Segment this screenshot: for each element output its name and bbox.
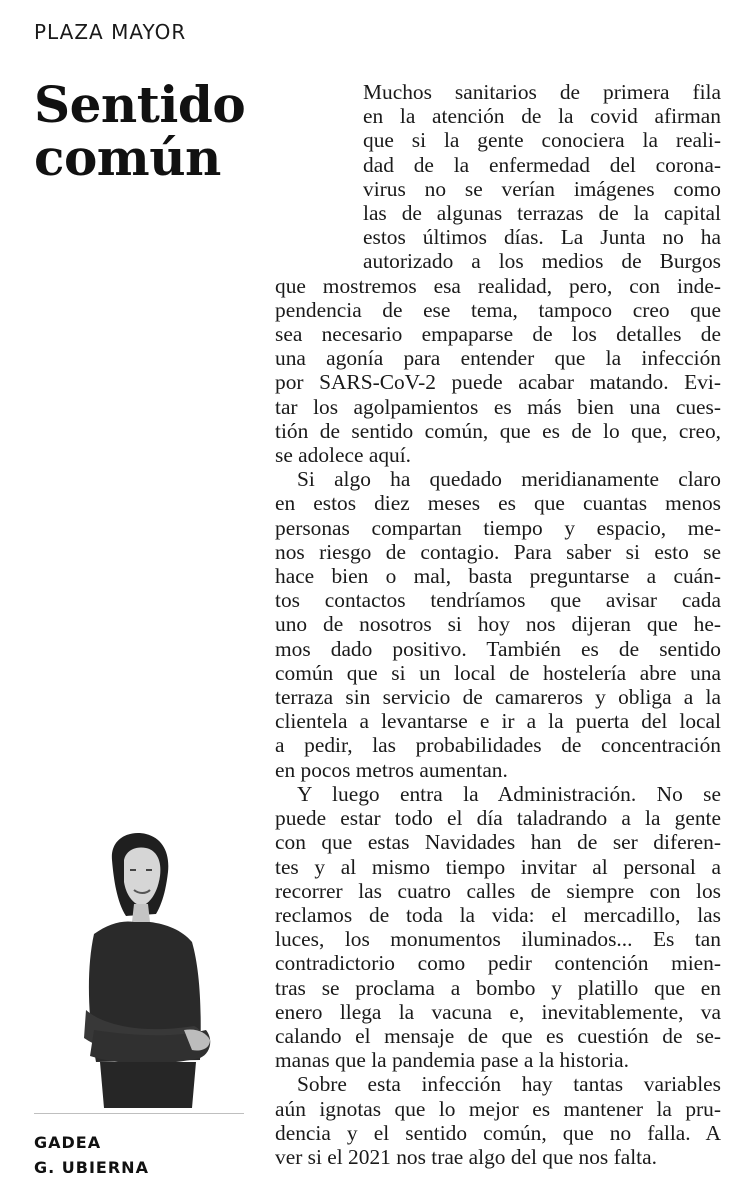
article-line: tar los agolpamientos es más bien una cues-	[275, 394, 721, 419]
author-divider	[34, 1113, 244, 1114]
author-portrait	[34, 830, 244, 1110]
author-byline	[34, 1130, 149, 1180]
article-line: Sobre esta infección hay tantas variables	[297, 1072, 721, 1097]
section-label: PLAZA MAYOR	[34, 20, 187, 44]
article-line: en estos diez meses es que cuantas menos	[275, 491, 721, 516]
article-line: por SARS-CoV-2 puede acabar matando. Evi-	[275, 370, 721, 395]
article-line: virus no se verían imágenes como	[363, 176, 721, 201]
article-line: contradictorio como pedir contención mien-	[275, 951, 721, 976]
article-line: puede estar todo el día taladrando a la gente	[275, 806, 721, 831]
headline-line: Sentido	[34, 75, 246, 134]
article-line: luces, los monumentos iluminados... Es tan	[275, 927, 721, 952]
author-first-name: GADEA	[34, 1133, 102, 1152]
headline	[34, 75, 274, 187]
article-line: en la atención de la covid afirman	[363, 104, 721, 129]
headline-line: común	[34, 128, 221, 187]
article-line: Y luego entra la Administración. No se	[297, 781, 721, 806]
article-paragraph	[275, 467, 721, 782]
article-paragraph	[275, 782, 721, 1072]
article-line: tión de sentido común, que es de lo que, creo,	[275, 418, 721, 443]
article-body	[275, 80, 721, 1169]
article-line: terraza sin servicio de camareros y obliga a la	[275, 685, 721, 710]
article-line: mos dado positivo. También es de sentido	[275, 636, 721, 661]
article-line: hace bien o mal, basta preguntarse a cuán-	[275, 564, 721, 589]
article-line: uno de nosotros si hoy nos dijeran que he-	[275, 612, 721, 637]
article-line: ver si el 2021 nos trae algo del que nos falta.	[275, 1144, 657, 1169]
article-line: en pocos metros aumentan.	[275, 757, 508, 782]
article-line: personas compartan tiempo y espacio, me-	[275, 515, 721, 540]
article-line: estos últimos días. La Junta no ha	[363, 225, 721, 250]
article-line: Muchos sanitarios de primera fila	[363, 80, 721, 104]
article-line: dencia y el sentido común, que no falla. A	[275, 1120, 721, 1145]
article-line: enero llega la vacuna e, inevitablemente, va	[275, 999, 721, 1024]
article-line: dad de la enfermedad del corona-	[363, 152, 721, 177]
article-line: autorizado a los medios de Burgos	[363, 249, 721, 274]
article-line: común que si un local de hostelería abre una	[275, 660, 721, 685]
article-line: tes y al mismo tiempo invitar al personal a	[275, 854, 721, 879]
article-line: tras se proclama a bombo y platillo que en	[275, 975, 721, 1000]
article-line: manas que la pandemia pase a la historia.	[275, 1048, 630, 1073]
article-line: Si algo ha quedado meridianamente claro	[297, 467, 721, 492]
article-line: que si la gente conociera la reali-	[363, 128, 721, 153]
article-paragraph	[275, 1072, 721, 1169]
article-line: con que estas Navidades han de ser diferen-	[275, 830, 721, 855]
article-line: las de algunas terrazas de la capital	[363, 201, 721, 226]
article-line: reclamos de toda la vida: el mercadillo, las	[275, 902, 721, 927]
article-line: nos riesgo de contagio. Para saber si esto se	[275, 539, 721, 564]
article-line: calando el mensaje de que es cuestión de se-	[275, 1023, 721, 1048]
article-line: se adolece aquí.	[275, 443, 411, 468]
article-line: una agonía para entender que la infección	[275, 346, 721, 371]
article-line: que mostremos esa realidad, pero, con inde-	[275, 273, 721, 298]
article-line: recorrer las cuatro calles de siempre con los	[275, 878, 721, 903]
article-line: aún ignotas que lo mejor es mantener la pru-	[275, 1096, 721, 1121]
article-line: clientela a levantarse e ir a la puerta del local	[275, 709, 721, 734]
author-last-name: G. UBIERNA	[34, 1158, 149, 1177]
article-line: sea necesario empaparse de los detalles de	[275, 322, 721, 347]
article-line: tos contactos tendríamos que avisar cada	[275, 588, 721, 613]
article-line: a pedir, las probabilidades de concentración	[275, 733, 721, 758]
article-paragraph	[275, 80, 721, 467]
article-line: pendencia de ese tema, tampoco creo que	[275, 297, 721, 322]
